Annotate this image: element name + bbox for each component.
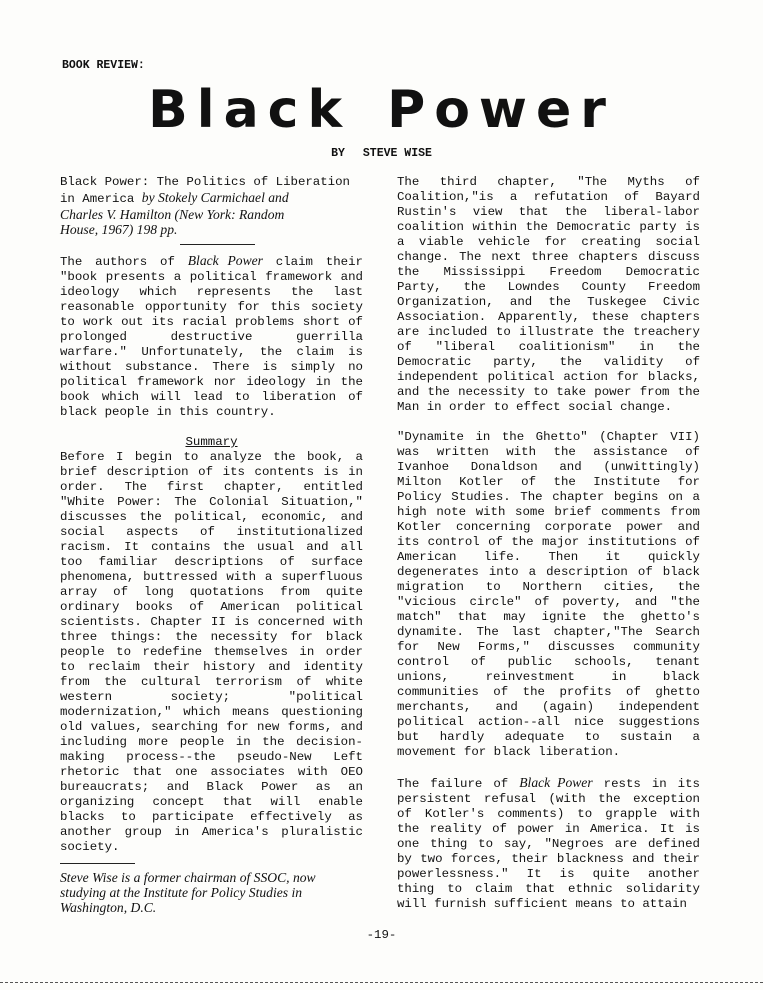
summary-paragraph: Before I begin to analyze the book, a brief description of its contents is in order. The first chapter, entitled "White Power: The Colonial Situation," discusses the political, economic, and social aspects of institutionalized racism. It contains the usual and all too familiar descriptions of surface phenomena, buttressed with a superfluous array of long quotations from quite ordinary books of American political scientists. Chapter II is concerned with three things: the necessity for black people to redefine themselves in order to reclaim their history and identity from the cultural terrorism of white western society; "political modernization," which means questioning old values, searching for new forms, and including more people in the decision-making process--the pseudo-New Left rhetoric that one associates with OEO bureaucrats; and Black Power as an organizing concept that will enable blacks to participate effectively as another group in America's pluralistic society. <box>60 450 363 854</box>
failure-text-a: The failure of <box>397 777 520 791</box>
intro-text-b: claim their "book presents a political framework and ideology which represents the last reasonable opportunity for this society to work out its racial problems short of prolonged destructive guerrilla warfare." Unfortunately, the claim is without substance. There is simply no political framework nor ideology in the book which will lead to liberation of black people in this country. <box>60 255 363 419</box>
note-divider <box>60 863 135 864</box>
byline <box>0 146 763 161</box>
citation-line-1: Black Power: The Politics of Liberation <box>60 175 350 189</box>
failure-text-b: rests in its persistent refusal (with the exception of Kotler's comments) to grapple with the reality of power in America. It is one thing to say, "Negroes are defined by two forces, their blackness and their powerlessness." It is quite another thing to claim that ethnic solidarity will furnish sufficient means to attain <box>397 777 700 911</box>
byline-by: BY <box>331 147 345 160</box>
right-column <box>397 175 700 912</box>
book-citation <box>60 175 363 237</box>
bottom-scan-edge <box>0 982 763 983</box>
intro-book-title: Black Power <box>187 253 263 268</box>
left-column <box>60 175 363 915</box>
dynamite-paragraph: "Dynamite in the Ghetto" (Chapter VII) was written with the assistance of Ivanhoe Donaldson and (unwittingly) Milton Kotler of the Institute for Policy Studies. The chapter begins on a high note with some brief comments from Kotler concerning corporate power and its control of the major institutions of American life. Then it quickly degenerates into a description of black migration to Northern cities, the "vicious circle" of poverty, and "the match" that may ignite the ghetto's dynamite. The last chapter,"The Search for New Forms," discusses community control of public schools, tenant unions, reinvestment in black communities of the profits of ghetto merchants, and (again) independent political action--all nice suggestions but hardly adequate to sustain a movement for black liberation. <box>397 430 700 759</box>
citation-divider <box>180 244 255 245</box>
failure-paragraph <box>397 775 700 912</box>
section-kicker: BOOK REVIEW: <box>62 59 145 72</box>
citation-line-2-plain: in America <box>60 192 142 206</box>
paragraph-gap <box>397 415 700 430</box>
byline-author: STEVE WISE <box>362 147 432 160</box>
author-note: Steve Wise is a former chairman of SSOC, now studying at the Institute for Policy Studies in Washington, D.C. <box>60 870 316 915</box>
intro-paragraph <box>60 253 363 420</box>
chapters-paragraph: The third chapter, "The Myths of Coalition,"is a refutation of Bayard Rustin's view that the liberal-labor coalition within the Democratic party is a viable vehicle for creating social change. The next three chapters discuss the Mississippi Freedom Democratic Party, the Lowndes County Freedom Organization, and the Tuskegee Civic Association. Apparently, these chapters are included to illustrate the treachery of "liberal coalitionism" in the Democratic party, the validity of independent political action for blacks, and the necessity to take power from the Man in order to effect social change. <box>397 175 700 414</box>
citation-line-2 <box>60 190 363 207</box>
citation-line-4: House, 1967) 198 pp. <box>60 222 178 237</box>
citation-line-2-italic: by Stokely Carmichael and <box>141 190 289 205</box>
page-number: -19- <box>366 928 397 942</box>
title-word-1: Black <box>148 80 352 140</box>
article-title <box>0 78 763 142</box>
paragraph-gap <box>397 760 700 775</box>
title-word-2: Power <box>387 80 615 140</box>
citation-line-3: Charles V. Hamilton (New York: Random <box>60 207 285 222</box>
failure-book-title: Black Power <box>519 775 593 790</box>
summary-heading: Summary <box>185 435 238 449</box>
intro-text-a: The authors of <box>60 255 188 269</box>
